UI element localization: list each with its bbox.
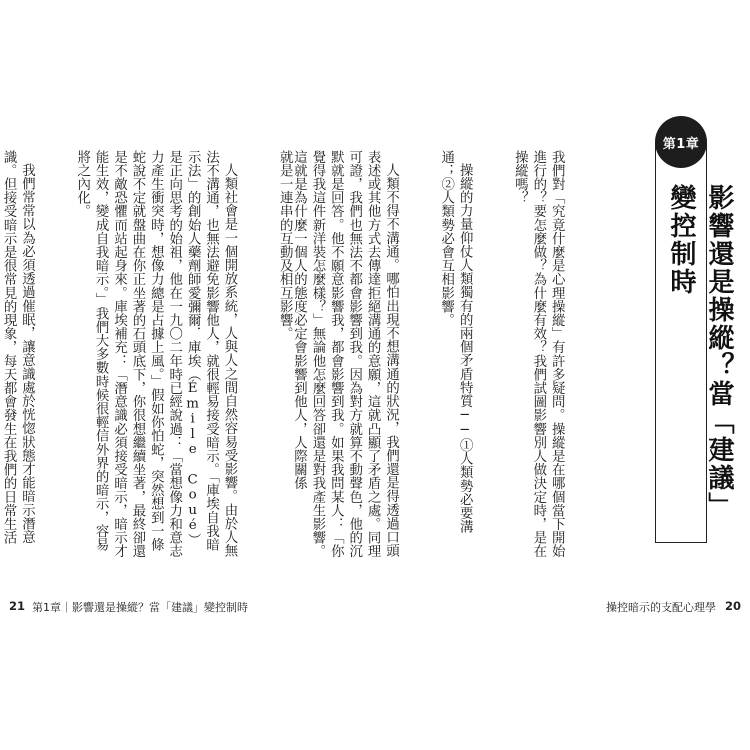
paragraph: 就是一連串的互動及相互影響。 (277, 150, 293, 341)
running-head-left: 第1章｜影響還是操縱？當「建議」變控制時 (32, 601, 248, 614)
paragraph: 人類社會是一個開放系統，人與人之間自然容易受影響。由於人無法不溝通，也無法避免影響他人，就很輕易接受暗示。「庫埃自我暗示法」的創始人藥劑師愛彌爾．庫埃（Émile Coué）是正向思考的始祖，他在一九〇二年時已經說過：「當想像力和意志力產生衝突時，想像力總是占據上風。」假如你怕蛇，突然想到一條蛇說不定就盤曲在你正坐著的石頭底下，你很想繼續坐著，最終卻還是不敵恐懼而站起身來。庫埃補充：「潛意識必須接受暗示，暗示才能生效，變成自我暗示。」我們大多數時候很輕信外界的暗示，容易將之內化。 (74, 150, 237, 558)
page-number-right: 20 (724, 599, 741, 613)
paragraph: 操縱的力量仰仗人類獨有的兩個矛盾特質──①人類勢必要溝通；②人類勢必會互相影響。 (438, 150, 473, 534)
paragraph: 我們常常以為必須透過催眠，讓意識處於恍惚狀態才能暗示潛意識。但接受暗示是很常見的現象，每天都會發生在我們的日常生活 (1, 150, 35, 545)
running-head-right: 操控暗示的支配心理學 (606, 601, 716, 614)
paragraph: 人類不得不溝通。哪怕出現不想溝通的狀況，我們還是得透過口頭表述或其他方式去傳達拒絕溝通的意願，這就凸顯了矛盾之處。同理可證，我們也無法不都會影響到我。因為對方就算不動聲色，他的沉默就是回答。他不願意影響我，都會影響到我。如果我問某人：「你覺得我這件新洋裝怎麼樣？」無論他怎麼回答卻還是對我產生影響。這就是為什麼一個人的態度必定會影響到他人，人際關係 (291, 150, 399, 558)
chapter-number-badge: 第1章 (655, 116, 707, 168)
page-number-left: 21 (9, 599, 26, 613)
chapter-heading-box (655, 136, 734, 543)
chapter-title: 影響還是操縱？當「建議」變控制時 (666, 184, 734, 520)
left-page-body (1, 150, 330, 560)
paragraph: 我們對「究竟什麼是心理操縱」有許多疑問。操縱是在哪個當下開始進行的？要怎麼做？為什麼有效？我們試圖影響別人做決定時，是在操縱嗎？ (512, 150, 565, 558)
right-page-body (291, 150, 602, 560)
